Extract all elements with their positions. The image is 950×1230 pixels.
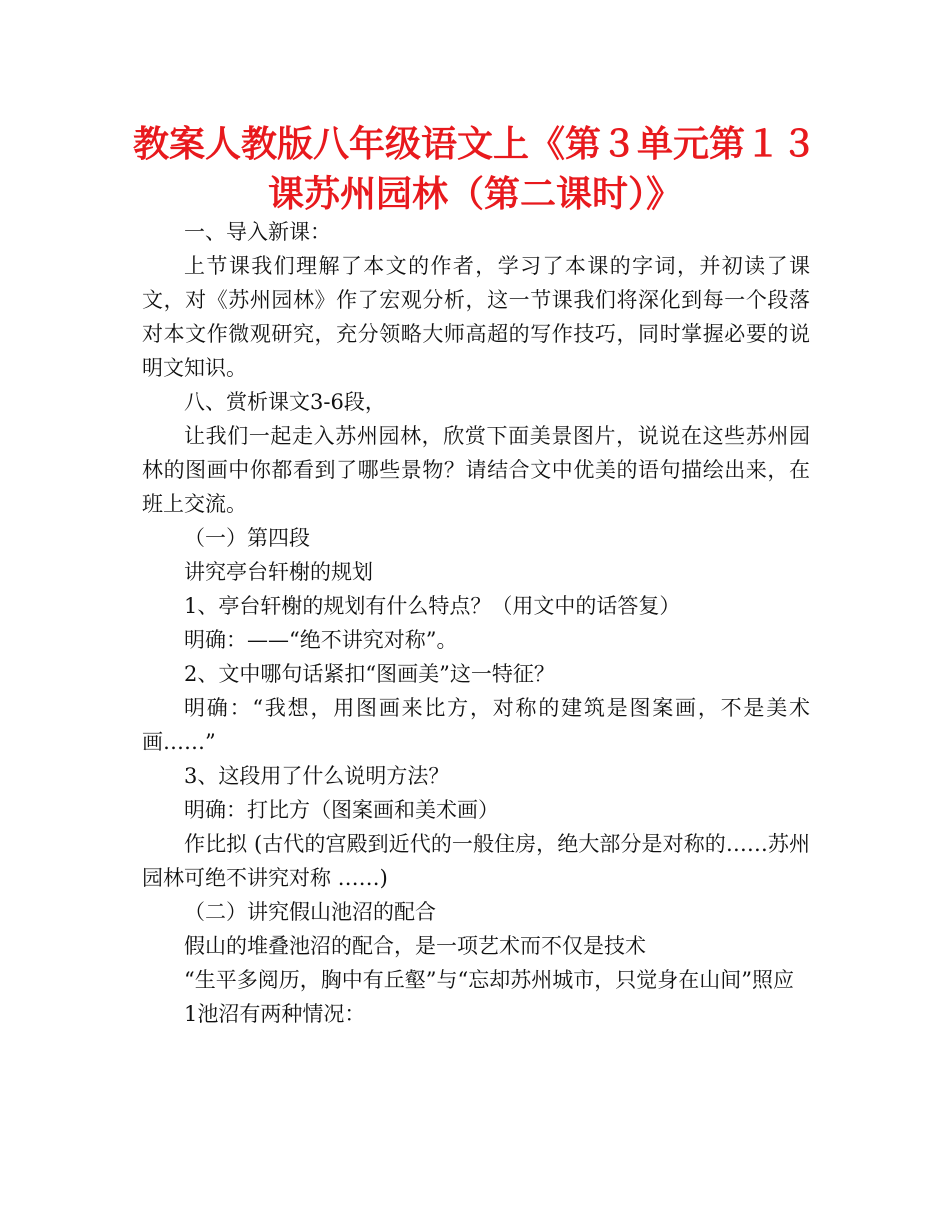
paragraph: 明确：——“绝不讲究对称”。 — [184, 628, 458, 652]
paragraph: 八、赏析课文3-6段， — [184, 390, 386, 414]
paragraph: 2、文中哪句话紧扣“图画美”这一特征？ — [184, 662, 555, 686]
paragraph: 让我们一起走入苏州园林，欣赏下面美景图片，说说在这些苏州园林的图画中你都看到了哪些景物？请结合文中优美的语句描绘出来，在班上交流。 — [142, 424, 810, 516]
paragraph: 1、亭台轩榭的规划有什么特点？（用文中的话答复） — [184, 594, 681, 618]
paragraph: 一、导入新课： — [184, 220, 331, 244]
paragraph: （二）讲究假山池沼的配合 — [184, 900, 436, 924]
paragraph: 讲究亭台轩榭的规划 — [184, 560, 373, 584]
paragraph: 上节课我们理解了本文的作者，学习了本课的字词，并初读了课文，对《苏州园林》作了宏观分析，这一节课我们将深化到每一个段落对本文作微观研究，充分领略大师高超的写作技巧，同时掌握必要的说明文知识。 — [142, 254, 810, 380]
paragraph: 明确：打比方（图案画和美术画） — [184, 798, 499, 822]
document-title — [120, 120, 830, 220]
paragraph: 明确：“我想，用图画来比方，对称的建筑是图案画，不是美术画……” — [142, 696, 810, 754]
title-line-1: 教案人教版八年级语文上《第３单元第１３ — [132, 124, 817, 165]
paragraph: （一）第四段 — [184, 526, 310, 550]
title-line-2: 课苏州园林（第二课时）》 — [267, 174, 682, 215]
document-body — [142, 215, 810, 1031]
paragraph: “生平多阅历，胸中有丘壑”与“忘却苏州城市，只觉身在山间”照应 — [184, 968, 794, 992]
paragraph: 3、这段用了什么说明方法？ — [184, 764, 450, 788]
paragraph: 1池沼有两种情况： — [184, 1002, 366, 1026]
paragraph: 作比拟 (古代的宫殿到近代的一般住房，绝大部分是对称的……苏州园林可绝不讲究对称 ……) — [142, 832, 810, 890]
paragraph: 假山的堆叠池沼的配合，是一项艺术而不仅是技术 — [184, 934, 646, 958]
